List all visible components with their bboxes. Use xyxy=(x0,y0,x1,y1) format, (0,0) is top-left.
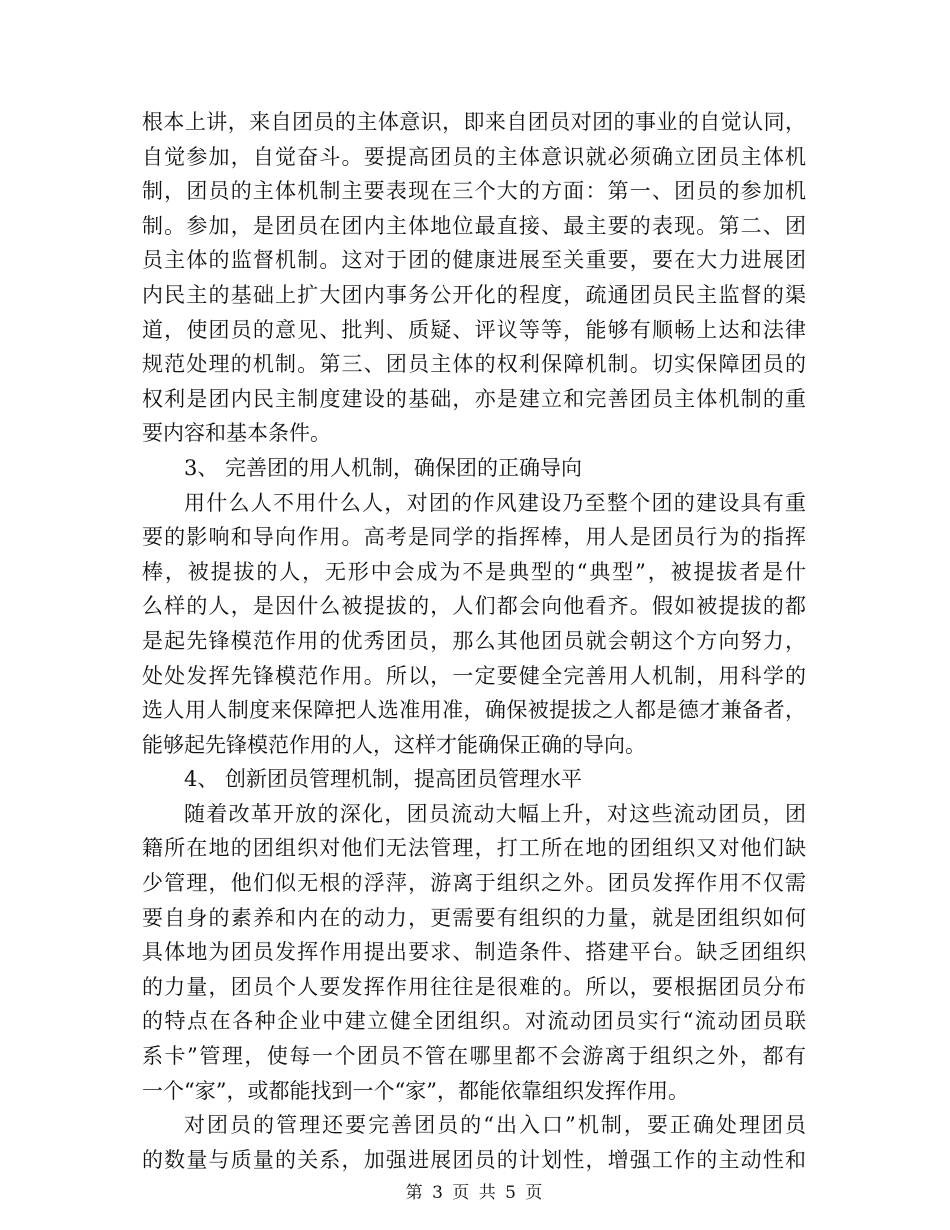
text-line: 道，使团员的意见、批判、质疑、评议等等，能够有顺畅上达和法律 xyxy=(142,317,806,342)
text-line: 内民主的基础上扩大团内事务公开化的程度，疏通团员民主监督的渠 xyxy=(142,282,806,307)
text-line: 的特点在各种企业中建立健全团组织。对流动团员实行“流动团员联 xyxy=(142,1009,806,1034)
text-line: 要的影响和导向作用。高考是同学的指挥棒，用人是团员行为的指挥 xyxy=(142,525,806,550)
text-line: 对团员的管理还要完善团员的“出入口”机制，要正确处理团员 xyxy=(184,1113,806,1138)
text-line: 用什么人不用什么人，对团的作风建设乃至整个团的建设具有重 xyxy=(184,490,806,515)
text-line: 的数量与质量的关系，加强进展团员的计划性，增强工作的主动性和 xyxy=(142,1147,806,1172)
text-line: 选人用人制度来保障把人选准用准，确保被提拔之人都是德才兼备者， xyxy=(142,698,806,723)
page-number: 第 3 页 共 5 页 xyxy=(405,1183,545,1203)
text-line: 系卡”管理，使每一个团员不管在哪里都不会游离于组织之外，都有 xyxy=(142,1044,806,1069)
text-line: 处处发挥先锋模范作用。所以，一定要健全完善用人机制，用科学的 xyxy=(142,663,806,688)
document-body xyxy=(142,105,806,1177)
text-line: 制。参加，是团员在团内主体地位最直接、最主要的表现。第二、团 xyxy=(142,213,806,238)
text-line: 棒，被提拔的人，无形中会成为不是典型的“典型”，被提拔者是什 xyxy=(142,559,806,584)
text-line: 一个“家”，或都能找到一个“家”，都能依靠组织发挥作用。 xyxy=(142,1078,689,1103)
text-line: 少管理，他们似无根的浮萍，游离于组织之外。团员发挥作用不仅需 xyxy=(142,871,806,896)
text-line: 要内容和基本条件。 xyxy=(142,421,331,446)
text-line: 能够起先锋模范作用的人，这样才能确保正确的导向。 xyxy=(142,732,646,757)
text-line: 自觉参加，自觉奋斗。要提高团员的主体意识就必须确立团员主体机 xyxy=(142,144,806,169)
text-line: 的力量，团员个人要发挥作用往往是很难的。所以，要根据团员分布 xyxy=(142,974,806,999)
text-line: 要自身的素养和内在的动力，更需要有组织的力量，就是团组织如何 xyxy=(142,905,806,930)
text-line: 具体地为团员发挥作用提出要求、制造条件、搭建平台。缺乏团组织 xyxy=(142,940,806,965)
text-line: 权利是团内民主制度建设的基础，亦是建立和完善团员主体机制的重 xyxy=(142,386,806,411)
text-line: 籍所在地的团组织对他们无法管理，打工所在地的团组织又对他们缺 xyxy=(142,836,806,861)
text-line: 员主体的监督机制。这对于团的健康进展至关重要，要在大力进展团 xyxy=(142,248,806,273)
text-line: 是起先锋模范作用的优秀团员，那么其他团员就会朝这个方向努力， xyxy=(142,628,806,653)
text-line: 根本上讲，来自团员的主体意识，即来自团员对团的事业的自觉认同， xyxy=(142,110,806,134)
section-heading: 3、 完善团的用人机制，确保团的正确导向 xyxy=(184,455,583,480)
section-heading: 4、 创新团员管理机制，提高团员管理水平 xyxy=(184,767,583,792)
text-line: 随着改革开放的深化，团员流动大幅上升，对这些流动团员，团 xyxy=(184,801,806,826)
text-line: 规范处理的机制。第三、团员主体的权利保障机制。切实保障团员的 xyxy=(142,352,806,377)
text-line: 制，团员的主体机制主要表现在三个大的方面：第一、团员的参加机 xyxy=(142,179,806,204)
text-line: 么样的人，是因什么被提拔的，人们都会向他看齐。假如被提拔的都 xyxy=(142,594,806,619)
